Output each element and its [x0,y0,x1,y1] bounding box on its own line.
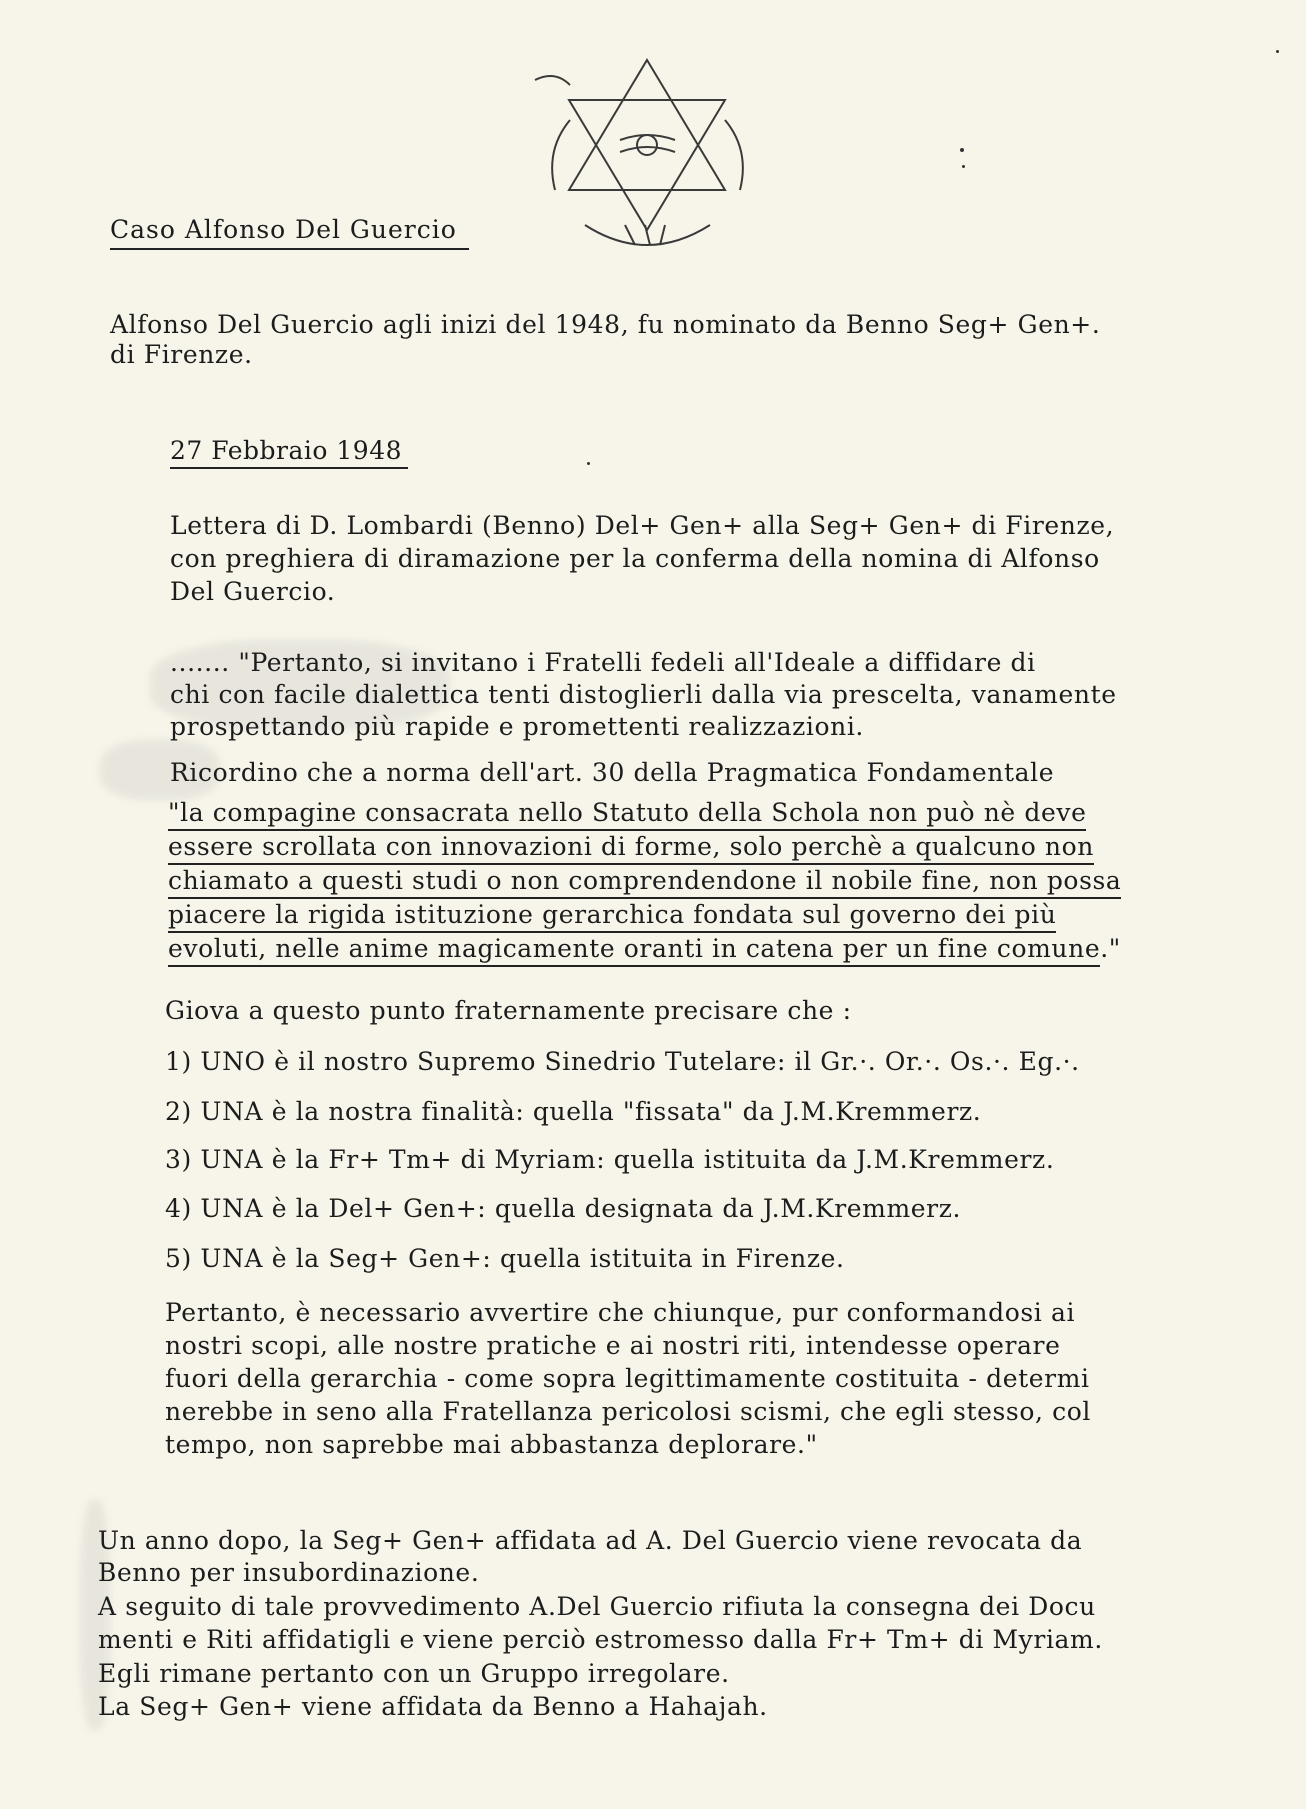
conclusion-line-2: nostri scopi, alle nostre pratiche e ai nostri riti, intendesse operare [165,1331,1061,1360]
speck [587,462,590,465]
intro-line-1: Alfonso Del Guercio agli inizi del 1948, fu nominato da Benno Seg+ Gen+. [110,310,1101,339]
quote-line-2: chi con facile dialettica tenti distoglierli dalla via prescelta, vanamente [170,680,1117,709]
letter-line-3: Del Guercio. [170,577,336,606]
conclusion-line-5: tempo, non saprebbe mai abbastanza deplorare." [165,1430,818,1459]
point-4: 4) UNA è la Del+ Gen+: quella designata da J.M.Kremmerz. [165,1194,962,1223]
underlined-line-2: essere scrollata con innovazioni di forme, solo perchè a qualcuno non [168,830,1094,865]
point-2: 2) UNA è la nostra finalità: quella "fissata" da J.M.Kremmerz. [165,1097,982,1126]
date-heading: 27 Febbraio 1948 [170,436,408,469]
speck [960,148,964,152]
quote-paragraph-2: Ricordino che a norma dell'art. 30 della Pragmatica Fondamentale [170,758,1055,787]
conclusion-line-3: fuori della gerarchia - come sopra legittimamente costituita - determi [165,1364,1090,1393]
letter-line-1: Lettera di D. Lombardi (Benno) Del+ Gen+ alla Seg+ Gen+ di Firenze, [170,511,1115,540]
quote-line-1: ....... "Pertanto, si invitano i Fratelli fedeli all'Ideale a diffidare di [170,648,1036,677]
epilogue-line-5: Egli rimane pertanto con un Gruppo irregolare. [98,1659,730,1688]
underlined-line-end: ." [1100,934,1121,963]
point-5: 5) UNA è la Seg+ Gen+: quella istituita in Firenze. [165,1244,845,1273]
epilogue-line-3: A seguito di tale provvedimento A.Del Guercio rifiuta la consegna dei Docu [98,1592,1096,1621]
epilogue-line-6: La Seg+ Gen+ viene affidata da Benno a Hahajah. [98,1692,768,1721]
epilogue-line-4: menti e Riti affidatigli e viene perciò estromesso dalla Fr+ Tm+ di Myriam. [98,1625,1103,1654]
point-3: 3) UNA è la Fr+ Tm+ di Myriam: quella istituita da J.M.Kremmerz. [165,1145,1055,1174]
conclusion-line-1: Pertanto, è necessario avvertire che chiunque, pur conformandosi ai [165,1298,1076,1327]
seal-emblem-icon [525,40,770,250]
underlined-line-1: "la compagine consacrata nello Statuto della Schola non può nè deve [168,796,1086,831]
page-title: Caso Alfonso Del Guercio [110,215,469,250]
underlined-line-3: chiamato a questi studi o non comprendendone il nobile fine, non possa [168,864,1121,899]
epilogue-line-2: Benno per insubordinazione. [98,1558,480,1587]
quote-line-3: prospettando più rapide e promettenti realizzazioni. [170,712,864,741]
letter-line-2: con preghiera di diramazione per la conferma della nomina di Alfonso [170,544,1100,573]
points-intro: Giova a questo punto fraternamente precisare che : [165,996,852,1025]
speck [1276,50,1279,53]
underlined-line-5: evoluti, nelle anime magicamente oranti in catena per un fine comune." [168,932,1121,967]
intro-line-2: di Firenze. [110,340,253,369]
conclusion-line-4: nerebbe in seno alla Fratellanza pericolosi scismi, che egli stesso, col [165,1397,1091,1426]
epilogue-line-1: Un anno dopo, la Seg+ Gen+ affidata ad A. Del Guercio viene revocata da [98,1526,1083,1555]
underlined-line-4: piacere la rigida istituzione gerarchica fondata sul governo dei più [168,898,1056,933]
point-1: 1) UNO è il nostro Supremo Sinedrio Tutelare: il Gr.·. Or.·. Os.·. Eg.·. [165,1047,1080,1076]
speck [962,165,965,168]
